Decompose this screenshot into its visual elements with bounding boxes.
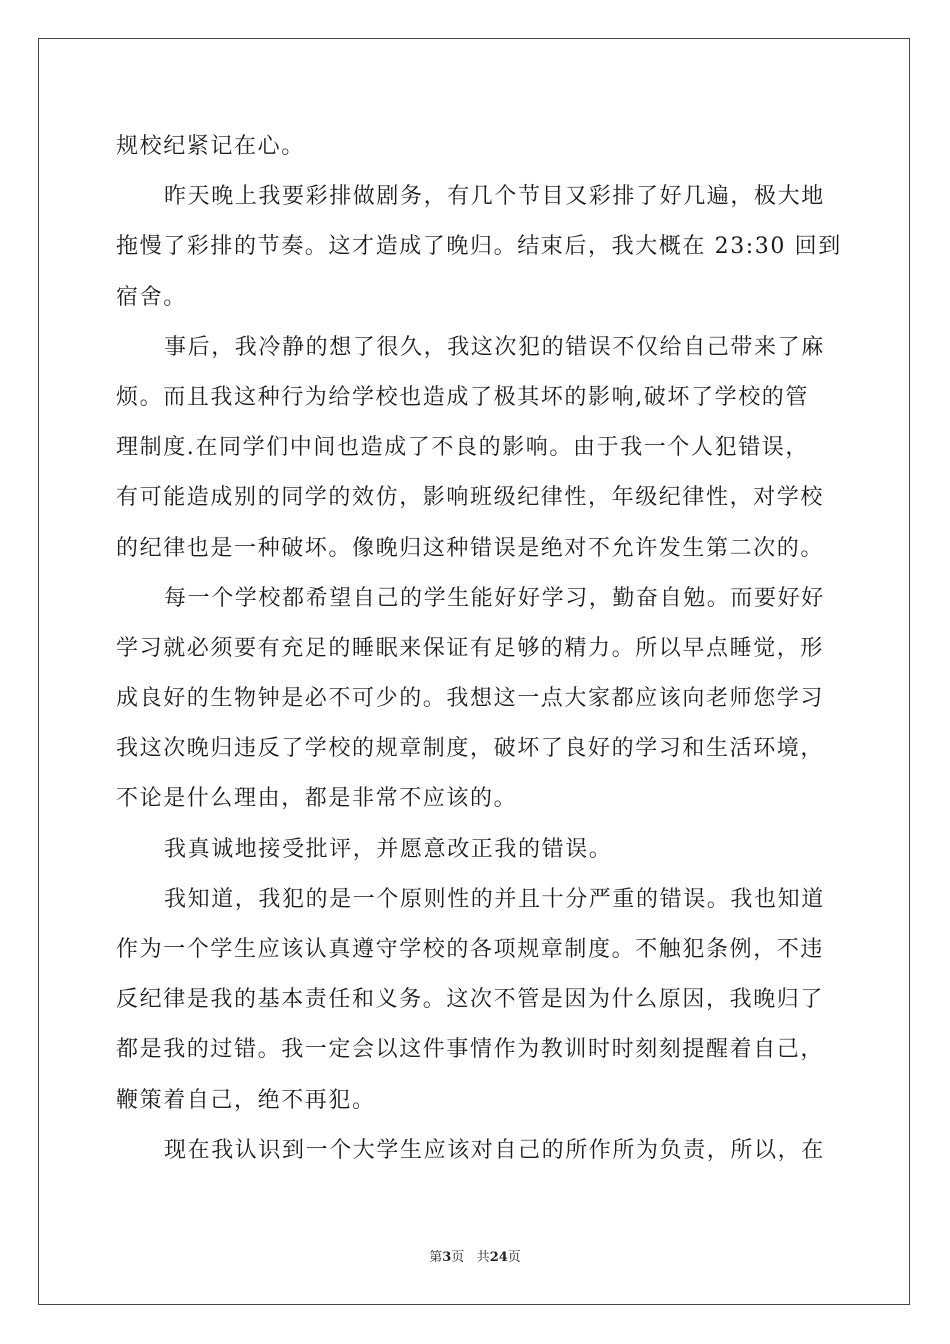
text-line: 拖慢了彩排的节奏。这才造成了晚归。结束后，我大概在 23:30 回到: [116, 234, 842, 260]
footer-prefix: 第: [429, 1250, 443, 1265]
text-line: 的纪律也是一种破坏。像晚归这种错误是绝对不允许发生第二次的。: [116, 535, 825, 561]
text-line: 我真诚地接受批评，并愿意改正我的错误。: [164, 836, 613, 862]
text-line: 事后，我冷静的想了很久，我这次犯的错误不仅给自己带来了麻: [164, 334, 825, 360]
document-body: [116, 122, 842, 1176]
text-line: 每一个学校都希望自己的学生能好好学习，勤奋自勉。而要好好: [164, 585, 825, 611]
text-line: 规校纪紧记在心。: [116, 134, 305, 159]
footer-total-unit: 页: [507, 1250, 521, 1265]
text-line: 反纪律是我的基本责任和义务。这次不管是因为什么原因，我晚归了: [116, 987, 825, 1013]
text-line: 不论是什么理由，都是非常不应该的。: [116, 786, 518, 812]
text-line: 昨天晚上我要彩排做剧务，有几个节目又彩排了好几遍，极大地: [164, 184, 825, 210]
footer-page-number: 3: [442, 1250, 452, 1265]
footer-total-prefix: 共: [476, 1250, 490, 1265]
text-line: 有可能造成别的同学的效仿，影响班级纪律性，年级纪律性，对学校: [116, 485, 825, 511]
page-footer: [0, 1246, 950, 1265]
text-line: 宿舍。: [116, 284, 187, 310]
text-line: 我知道，我犯的是一个原则性的并且十分严重的错误。我也知道: [164, 886, 825, 912]
text-line: 烦。而且我这种行为给学校也造成了极其坏的影响,破坏了学校的管: [116, 384, 809, 410]
text-line: 都是我的过错。我一定会以这件事情作为教训时时刻刻提醒着自己，: [116, 1037, 825, 1063]
text-line: 我这次晚归违反了学校的规章制度，破坏了良好的学习和生活环境，: [116, 736, 825, 762]
text-line: 现在我认识到一个大学生应该对自己的所作所为负责，所以，在: [164, 1137, 825, 1163]
text-line: 鞭策着自己，绝不再犯。: [116, 1087, 376, 1113]
footer-page-unit: 页: [451, 1250, 465, 1265]
footer-total-pages: 24: [489, 1250, 508, 1265]
text-line: 作为一个学生应该认真遵守学校的各项规章制度。不触犯条例，不违: [116, 937, 825, 962]
text-line: 成良好的生物钟是必不可少的。我想这一点大家都应该向老师您学习: [116, 686, 825, 712]
text-line: 理制度.在同学们中间也造成了不良的影响。由于我一个人犯错误，: [116, 435, 809, 461]
text-line: 学习就必须要有充足的睡眠来保证有足够的精力。所以早点睡觉，形: [116, 635, 825, 661]
